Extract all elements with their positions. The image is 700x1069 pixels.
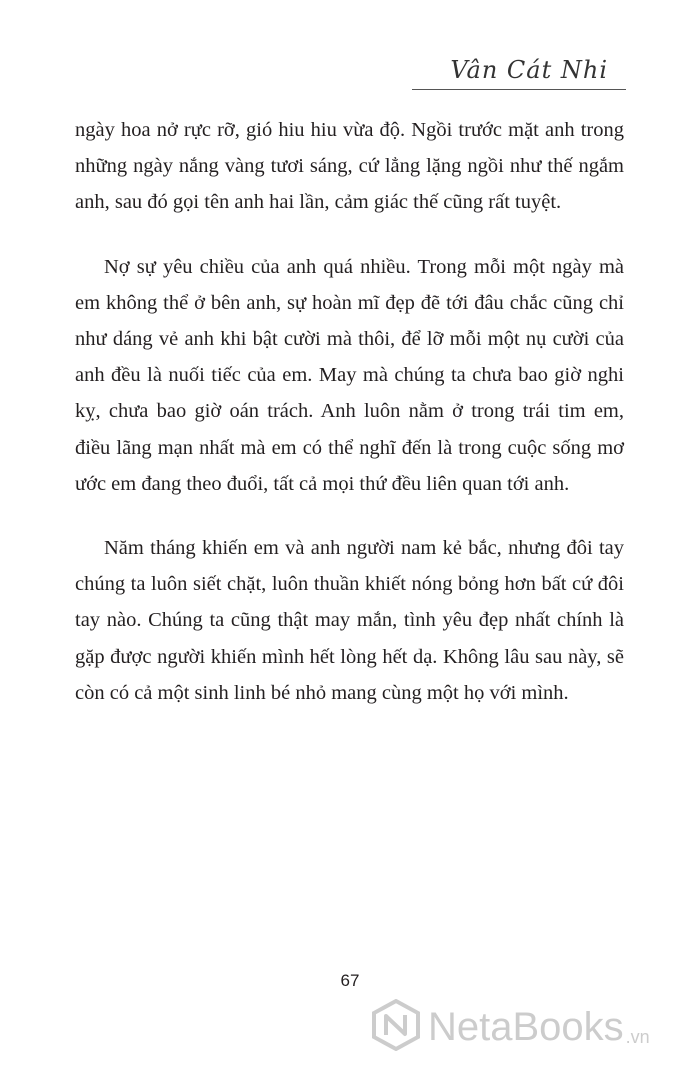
paragraph-3: Năm tháng khiến em và anh người nam kẻ bắc, nhưng đôi tay chúng ta luôn siết chặt, luôn thuần khiết nóng bỏng hơn bất cứ đôi tay nào. Chúng ta cũng thật may mắn, tình yêu đẹp nhất chính là gặp được người khiến mình hết lòng hết dạ. Không lâu sau này, sẽ còn có cả một sinh linh bé nhỏ mang cùng một họ với mình. (75, 537, 624, 704)
watermark-text: NetaBooks (428, 1005, 624, 1049)
watermark-suffix: .vn (625, 1027, 650, 1047)
netabooks-logo-icon (370, 999, 422, 1056)
paragraph-2: Nợ sự yêu chiều của anh quá nhiều. Trong mỗi một ngày mà em không thể ở bên anh, sự hoàn mĩ đẹp đẽ tới đâu chắc cũng chỉ như dáng vẻ anh khi bật cười mà thôi, để lỡ mỗi một nụ cười của anh đều là nuối tiếc của em. May mà chúng ta chưa bao giờ nghi kỵ, chưa bao giờ oán trách. Anh luôn nằm ở trong trái tim em, điều lãng mạn nhất mà em có thể nghĩ đến là trong cuộc sống mơ ước em đang theo đuổi, tất cả mọi thứ đều liên quan tới anh. (75, 255, 624, 495)
paragraph-1: ngày hoa nở rực rỡ, gió hiu hiu vừa độ. Ngồi trước mặt anh trong những ngày nắng vàng tươi sáng, cứ lẳng lặng ngồi như thế ngắm anh, sau đó gọi tên anh hai lần, cảm giác thế cũng rất tuyệt. (75, 119, 624, 214)
page-number: 67 (340, 971, 360, 990)
body-text (75, 112, 624, 739)
watermark (370, 999, 650, 1056)
running-header-author: Vân Cát Nhi (450, 56, 608, 84)
